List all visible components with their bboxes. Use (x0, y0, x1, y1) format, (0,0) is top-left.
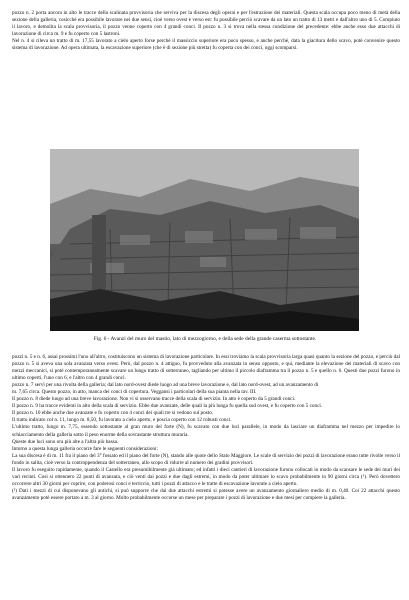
text-line: Nel n. 4 si rileva un tratto di m. 17,55 lavorato a cielo aperto forse perché il massiccio superiore era poco spesso, e anche perché, (12, 38, 290, 45)
top-paragraph (12, 10, 400, 52)
text-line: conci. (282, 396, 296, 403)
text-line: sezione più stretta) fu coperta con dei conci, oggi scomparsi. (171, 45, 298, 52)
text-line: pozzo n. 2 porta ancora in alto le tracce della scalinata provvisoria che serviva per la discesa degli operai e per l'estrazione dei (12, 10, 281, 16)
text-line: anche esso due attacchi di lavorazione di circa m. 9 e fu coperto con 5 lastroni. (12, 24, 401, 38)
text-line: un diaframma nel mezzo per impedire lo schiacciamento della galleria sotto il peso enorme della sovrastante struttura muraria. (12, 424, 400, 438)
text-line: Queste due luci sono ora più alte a l'altra più bassa. (12, 438, 119, 445)
bottom-paragraph (12, 354, 400, 502)
text-line: Il lavoro fu eseguito rapidamente, quando il Castello era presumibilmente già ultimato; ed infatti i dieci cantieri di lavorazione furono collocati (12, 466, 313, 473)
figure-photograph (50, 149, 359, 331)
text-line: 6. Questi due pozzi furono in ultimo coperti, l'uno con 6, e l'altro con 4 grandi conci. (12, 368, 401, 382)
text-line: Il pozzo n. 10 ebbe anche due avanzate e fu coperto con 4 conci dei quali tre si vedono sul posto. (12, 410, 214, 417)
text-line: coperto con 5 conci. (280, 403, 323, 410)
text-line: Il tratto indicato col n. 11, lungo m. 8,50, fu lavorato a cielo aperto, e poscia coperto con 12 robusti conci. (12, 417, 232, 424)
text-line: di ridurre al numero dei gradini provvisori. (164, 459, 254, 466)
text-line: Il pozzo n. 8 diede luogo ad una breve lavorazione. Non vi si osservano tracce della scala di servizio. In atto è coperto da 5 grandi (12, 396, 282, 403)
text-line: poderosi conci e terriccio, tutti i pozzi di attacco e le tratte di escavazione lavorate a cielo aperto. (96, 480, 298, 487)
figure-caption: Fig. 6 - Avanzi del muro del mastio, lato di mezzogiorno, e della sede della grande caserma sottostante. (93, 336, 317, 342)
text-line: la scala provvisoria, il pozzo venne coperto con 4 grandi conci. Il pozzo n. 3 si trova nella stessa condizione del precedente: ebbe (57, 24, 342, 31)
text-line: materiali. Questa scala occupa poco meno di metà della sezione della galleria, cosicché era possibile lavorare nei due sensi, cioè (12, 10, 401, 24)
text-line: pozzo n. 7 servì per una rivolta della galleria; dal lato nord-ovest diede luogo ad una breve lavorazione e, dal lato nord-ovest, ad un (12, 382, 285, 389)
footnote-line: (¹) Dati i mezzi di cui disponevano gli antichi, si può supporre che dai due attacchi estremi si potesse avere un avanzamento (12, 487, 284, 494)
text-line: avanzamento di (285, 382, 319, 389)
text-line: in modo da scansare le sede dei muri dei vari recinti. Così si ottennero 22 punti di avanzata, e ciò venti dai pozzi e due dagli estremi, (12, 466, 401, 480)
text-line: data la giacitura dello scavo, poté convenire questo sistema di lavorazione. Ad opera ultimata, la escavazione superiore (che è di (12, 38, 401, 52)
footnote-line: un mese per preparare i pozzi di lavorazione e due mesi per compiere la galleria. (178, 494, 346, 501)
text-line: servizio dei pozzi di lavorazione erano tutte rivolte verso il fondo in salita, cioè verso la controppendenza del sotterraneo, allo scopo (12, 452, 401, 466)
footnote-line: giornaliero medio di m. 0,40. Coi 22 attacchi questo avanzamento potè essere portato a m. 3 al giorno. Molto probabilmente occorse (12, 487, 401, 501)
text-line: verso ovest e verso est: fu possibile perciò scavare da un lato un tratto di 13 metri e dall'altro uno di 5. Compiuto il lavoro, e demolita (12, 17, 400, 31)
text-line: m. 7,65 circa. Questo pozzo, in atto, manca dei conci di copertura. Veggansi i particolari della sua pianta nella tav. III. (12, 389, 257, 396)
text-line: pozzi n. 5 e n. 6, assai prossimi l'uno all'altro, costituiscono un sistema di lavorazione particolare. In essi troviamo la scala provvisoria (12, 354, 291, 360)
text-line: fu provveduto alla avanzata in senso opposto, e qui, mediante la elevazione dei materiali di scavo con mezzi meccanici, si poté (12, 361, 401, 375)
text-line: La sua discesa è di m. 11 fra il piano del 3° fossato ed il piano del forte (N), stando alle quote dello Stato Maggiore. Le scale di (12, 452, 277, 459)
text-line: Il pozzo n. 9 ha tracce evidenti in alto della scala di servizio. Ebbe due avanzate, delle quali la più lunga fu quella sud ovest, e fu (12, 403, 279, 410)
text-line: larga quasi quanto la sezione del pozzo, e perciò dal pozzo n. 5 si aveva una sola avanzata verso ovest. Però, dal pozzo n. 4 attiguo, (12, 354, 401, 368)
text-line: in modo da poter ultimare lo scavo probabilmente in 90 giorni circa (¹). Però dovettero occorrere altri 30 giorni per coprire, con (12, 473, 400, 487)
text-line: contemporaneamente scavare un lungo tratto di sotterraneo, tagliando per ultimo il piccolo diaframma tra il pozzo n. 5 e quello n. (65, 368, 338, 375)
text-line: Intorno a questa lunga galleria occorre fare le seguenti considerazioni: (12, 445, 158, 452)
text-line: L'ultimo tratto, lungo m. 7,75, essendo sottostante al gran muro del forte (N), fu scavato con due luci parallele, in modo da lasciare (12, 424, 307, 431)
